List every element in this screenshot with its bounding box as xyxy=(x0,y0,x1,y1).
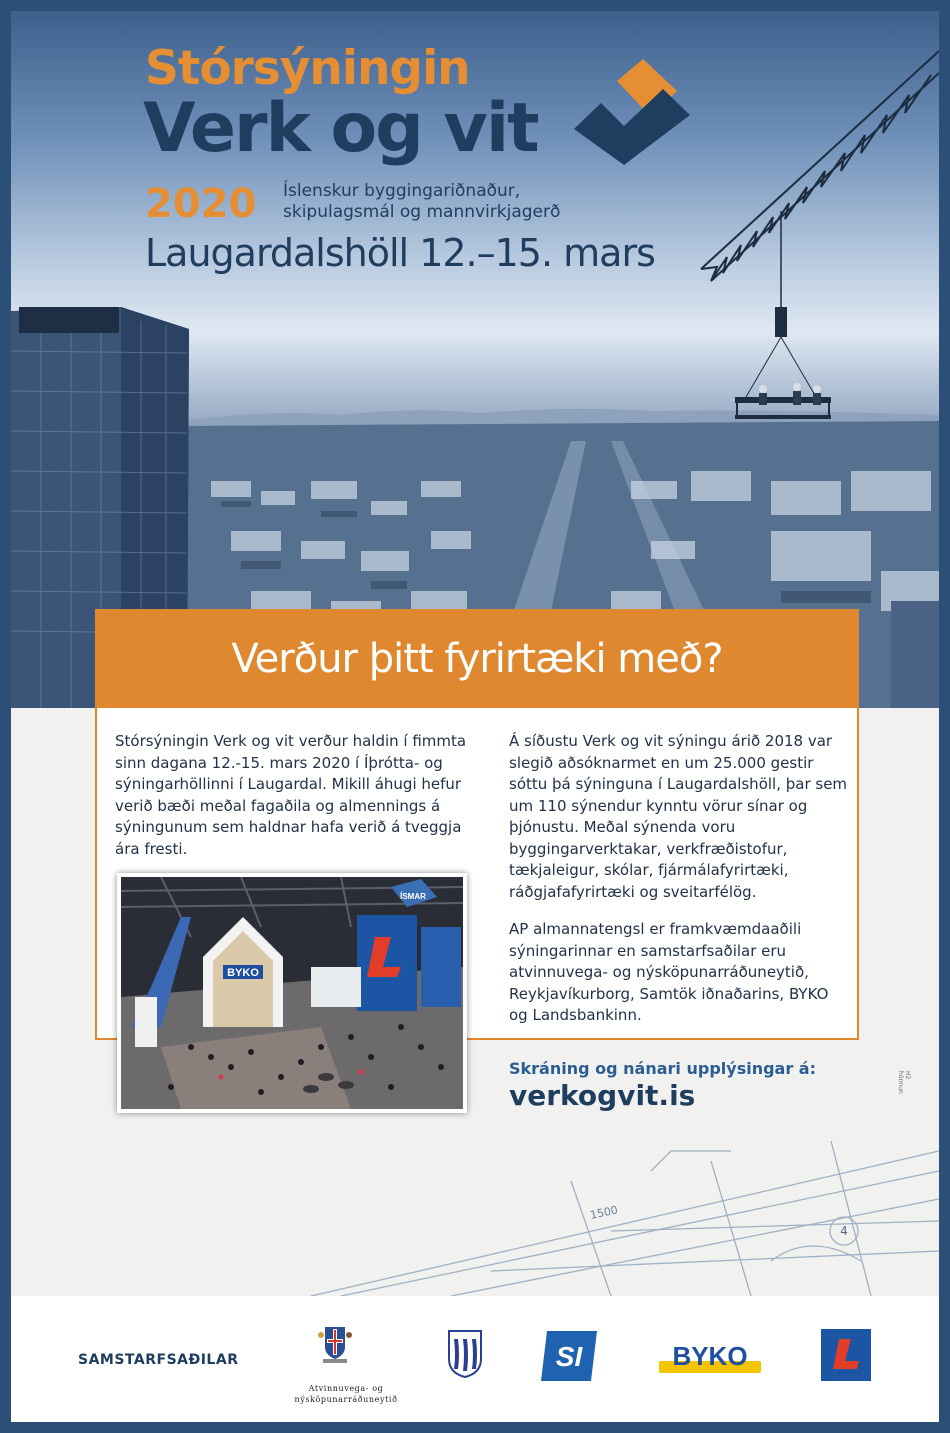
subtitle-line2: skipulagsmál og mannvirkjagerð xyxy=(283,202,561,222)
title-line2: Verk og vit xyxy=(143,89,538,168)
website-link[interactable]: verkogvit.is xyxy=(509,1079,696,1112)
blueprint-marker-4: 4 xyxy=(840,1224,848,1238)
title-line1: Stórsýningin xyxy=(145,41,470,96)
hero-cityscape xyxy=(11,11,939,708)
partners-label: SAMSTARFSAÐILAR xyxy=(78,1352,239,1368)
organizers-paragraph: AP almannatengsl er framkvæmdaaðili sýningarinnar en samstarfsaðilar eru atvinnuvega- og nýsköpunarráðuneytið, Reykjavíkurborg, Samtök iðnaðarins, BYKO og Landsbankinn. xyxy=(509,920,829,1024)
blueprint-illustration xyxy=(11,1111,939,1296)
history-paragraph: Á síðustu Verk og vit sýningu árið 2018 var slegið aðsóknarmet en um 25.000 gestir sóttu þá sýninguna í Laugardalshöll, þar sem um 110 sýnendur kynntu vörur sínar og þjónustu. Meðal sýnenda voru byggingarverktakar, verkfræðistofur, tækjaleigur, skólar, fjármálafyrirtæki, ráðgjafafyrirtæki og sveitarfélög. xyxy=(509,732,848,901)
ministry-line1: Atvinnuvega- og xyxy=(308,1384,384,1393)
exhibition-hall-image xyxy=(121,877,463,1109)
byko-logo xyxy=(657,1337,763,1377)
registration-label: Skráning og nánari upplýsingar á: xyxy=(509,1059,816,1078)
si-logo-text: SI xyxy=(555,1341,583,1372)
headline: Verður þitt fyrirtæki með? xyxy=(231,636,723,682)
landsbankinn-logo xyxy=(821,1329,871,1381)
subtitle-line1: Íslenskur byggingariðnaður, xyxy=(283,181,521,201)
venue-dates: Laugardalshöll 12.–15. mars xyxy=(145,231,655,275)
exhibition-photo xyxy=(117,873,467,1113)
column-right xyxy=(509,731,849,1043)
byko-logo-text: BYKO xyxy=(672,1341,748,1371)
ministry-line2: nýsköpunarráðuneytið xyxy=(294,1395,398,1404)
poster xyxy=(11,11,939,1422)
si-logo xyxy=(541,1331,597,1381)
ministry-coat-of-arms-icon xyxy=(317,1321,353,1365)
verk-og-vit-logo xyxy=(574,59,690,165)
byko-booth-sign: BYKO xyxy=(227,967,259,979)
ismar-sign: ÍSMAR xyxy=(400,892,426,901)
design-credit: H2 hönnun xyxy=(897,1071,911,1094)
year: 2020 xyxy=(145,181,257,227)
blueprint-dimension-1500: 1500 xyxy=(588,1203,620,1222)
column-left xyxy=(115,731,485,860)
reykjavik-shield-icon xyxy=(447,1329,483,1379)
headline-banner xyxy=(95,609,859,709)
subtitle xyxy=(283,181,560,223)
intro-paragraph: Stórsýningin Verk og vit verður haldin í fimmta sinn dagana 12.-15. mars 2020 í Íþrótta- og sýningarhöllinni í Laugardal. Mikill áhugi hefur verið bæði meðal fagaðila og almennings á sýningunum sem haldnar hafa verið á tveggja ára fresti. xyxy=(115,732,467,858)
ministry-name xyxy=(276,1383,416,1405)
